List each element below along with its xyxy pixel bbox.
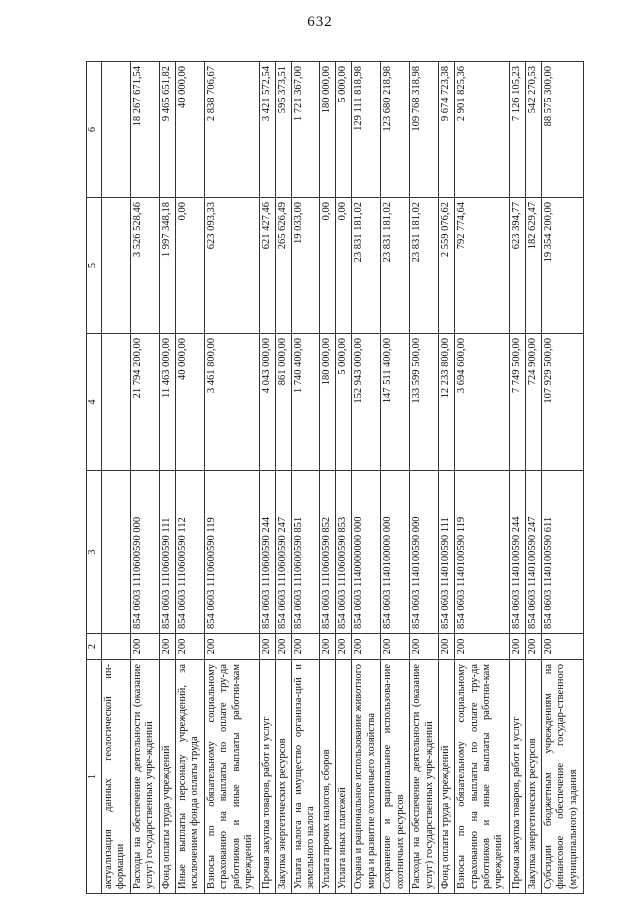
row-approved: 3 461 800,00 (204, 334, 259, 471)
row-line-code (102, 634, 131, 660)
row-approved: 152 943 000,00 (352, 334, 381, 471)
table-row (259, 62, 275, 894)
row-name: Закупка энергетических ресурсов (275, 660, 291, 894)
column-header: 1 (87, 660, 102, 894)
row-budget-code: 854 0603 1140100590 244 (509, 471, 525, 634)
row-name: Взносы по обязательному социальному страхованию на выплаты по оплате тру-да работников и иные выплаты работни-кам учреждений (204, 660, 259, 894)
table-row (275, 62, 291, 894)
row-name: Закупка энергетических ресурсов (526, 660, 542, 894)
row-line-code: 200 (320, 634, 336, 660)
header-row (87, 62, 102, 894)
row-name: актуализация данных геологической ин-формации (102, 660, 131, 894)
row-budget-code: 854 0603 1110600590 852 (320, 471, 336, 634)
row-unexecuted: 2 838 706,67 (204, 62, 259, 198)
row-name: Взносы по обязательному социальному страхованию на выплаты по оплате тру-да работников и иные выплаты работни-кам учреждений (455, 660, 510, 894)
table-row (410, 62, 439, 894)
row-unexecuted: 129 111 818,98 (352, 62, 381, 198)
row-executed: 0,00 (320, 198, 336, 334)
row-executed: 623 394,77 (509, 198, 525, 334)
row-approved: 4 043 000,00 (259, 334, 275, 471)
row-executed: 3 526 528,46 (130, 198, 159, 334)
row-approved: 133 599 500,00 (410, 334, 439, 471)
table-row (204, 62, 259, 894)
row-budget-code: 854 0603 1140100590 111 (439, 471, 455, 634)
row-name: Охрана и рациональное использование животного мира и развитие охотничьего хозяйства (352, 660, 381, 894)
row-line-code: 200 (175, 634, 204, 660)
row-approved: 3 694 600,00 (455, 334, 510, 471)
table-row (320, 62, 336, 894)
row-budget-code: 854 0603 1140100590 247 (526, 471, 542, 634)
table-row (291, 62, 320, 894)
row-unexecuted: 40 000,00 (175, 62, 204, 198)
row-executed: 1 997 348,18 (159, 198, 175, 334)
row-name: Уплата иных платежей (336, 660, 352, 894)
table-row (381, 62, 410, 894)
row-line-code: 200 (275, 634, 291, 660)
row-approved (102, 334, 131, 471)
row-line-code: 200 (204, 634, 259, 660)
page-number: 632 (307, 14, 333, 30)
row-unexecuted: 542 270,53 (526, 62, 542, 198)
row-approved: 147 511 400,00 (381, 334, 410, 471)
row-line-code: 200 (542, 634, 584, 660)
row-name: Расходы на обеспечение деятельности (оказание услуг) государственных учре-ждений (130, 660, 159, 894)
row-approved: 12 233 800,00 (439, 334, 455, 471)
row-name: Прочая закупка товаров, работ и услуг (509, 660, 525, 894)
row-line-code: 200 (509, 634, 525, 660)
row-unexecuted: 595 373,51 (275, 62, 291, 198)
row-unexecuted: 88 575 300,00 (542, 62, 584, 198)
row-executed: 19 033,00 (291, 198, 320, 334)
row-line-code: 200 (526, 634, 542, 660)
row-unexecuted: 2 901 825,36 (455, 62, 510, 198)
row-approved: 724 900,00 (526, 334, 542, 471)
row-budget-code: 854 0603 1110600590 851 (291, 471, 320, 634)
row-name: Сохранение и рациональное использова-ние охотничьих ресурсов (381, 660, 410, 894)
row-name: Расходы на обеспечение деятельности (оказание услуг) государственных учре-ждений (410, 660, 439, 894)
row-line-code: 200 (455, 634, 510, 660)
row-line-code: 200 (159, 634, 175, 660)
row-approved: 21 794 200,00 (130, 334, 159, 471)
row-line-code: 200 (410, 634, 439, 660)
row-name: Фонд оплаты труда учреждений (439, 660, 455, 894)
row-executed: 792 774,64 (455, 198, 510, 334)
row-unexecuted: 109 768 318,98 (410, 62, 439, 198)
row-executed: 23 831 181,02 (381, 198, 410, 334)
row-budget-code: 854 0603 1140100590 611 (542, 471, 584, 634)
row-executed: 621 427,46 (259, 198, 275, 334)
row-line-code: 200 (291, 634, 320, 660)
table-row (542, 62, 584, 894)
row-unexecuted: 7 126 105,23 (509, 62, 525, 198)
row-executed: 2 559 076,62 (439, 198, 455, 334)
column-header: 5 (87, 198, 102, 334)
row-budget-code: 854 0603 1110600590 119 (204, 471, 259, 634)
row-line-code: 200 (130, 634, 159, 660)
row-executed: 182 629,47 (526, 198, 542, 334)
row-executed: 0,00 (336, 198, 352, 334)
row-approved: 180 000,00 (320, 334, 336, 471)
row-unexecuted: 123 680 218,98 (381, 62, 410, 198)
row-name: Уплата налога на имущество организа-ций и земельного налога (291, 660, 320, 894)
budget-table (86, 61, 584, 894)
row-executed: 623 093,33 (204, 198, 259, 334)
row-unexecuted: 9 674 723,38 (439, 62, 455, 198)
row-line-code: 200 (381, 634, 410, 660)
column-header: 2 (87, 634, 102, 660)
table-row (102, 62, 131, 894)
row-budget-code (102, 471, 131, 634)
row-unexecuted: 18 267 671,54 (130, 62, 159, 198)
row-approved: 1 740 400,00 (291, 334, 320, 471)
table-row (509, 62, 525, 894)
row-budget-code: 854 0603 1110600590 853 (336, 471, 352, 634)
row-budget-code: 854 0603 1110600590 111 (159, 471, 175, 634)
row-unexecuted: 1 721 367,00 (291, 62, 320, 198)
table-row (130, 62, 159, 894)
row-approved: 40 000,00 (175, 334, 204, 471)
row-name: Иные выплаты персоналу учреждений, за исключением фонда оплаты труда (175, 660, 204, 894)
row-line-code: 200 (439, 634, 455, 660)
column-header: 4 (87, 334, 102, 471)
table-row (336, 62, 352, 894)
row-executed: 23 831 181,02 (352, 198, 381, 334)
column-header: 3 (87, 471, 102, 634)
row-line-code: 200 (336, 634, 352, 660)
column-header: 6 (87, 62, 102, 198)
table-row (439, 62, 455, 894)
row-budget-code: 854 0603 1140100000 000 (381, 471, 410, 634)
row-unexecuted: 3 421 572,54 (259, 62, 275, 198)
row-approved: 7 749 500,00 (509, 334, 525, 471)
row-budget-code: 854 0603 1110600590 244 (259, 471, 275, 634)
row-unexecuted: 5 000,00 (336, 62, 352, 198)
row-name: Уплата прочих налогов, сборов (320, 660, 336, 894)
row-approved: 107 929 500,00 (542, 334, 584, 471)
row-unexecuted: 180 000,00 (320, 62, 336, 198)
table-row (455, 62, 510, 894)
budget-table-rotated (86, 62, 584, 894)
row-approved: 861 000,00 (275, 334, 291, 471)
row-approved: 5 000,00 (336, 334, 352, 471)
row-unexecuted (102, 62, 131, 198)
row-budget-code: 854 0603 1140100590 000 (410, 471, 439, 634)
row-budget-code: 854 0603 1140000000 000 (352, 471, 381, 634)
row-line-code: 200 (352, 634, 381, 660)
row-executed: 265 626,49 (275, 198, 291, 334)
row-name: Прочая закупка товаров, работ и услуг (259, 660, 275, 894)
table-row (352, 62, 381, 894)
table-row (526, 62, 542, 894)
row-budget-code: 854 0603 1140100590 119 (455, 471, 510, 634)
row-executed (102, 198, 131, 334)
row-executed: 23 831 181,02 (410, 198, 439, 334)
row-budget-code: 854 0603 1110600590 247 (275, 471, 291, 634)
table-row (175, 62, 204, 894)
row-approved: 11 463 000,00 (159, 334, 175, 471)
row-executed: 19 354 200,00 (542, 198, 584, 334)
row-line-code: 200 (259, 634, 275, 660)
row-name: Субсидии бюджетным учреждениям на финансовое обеспечение государ-ственного (муниципального) задания (542, 660, 584, 894)
row-executed: 0,00 (175, 198, 204, 334)
table-row (159, 62, 175, 894)
row-unexecuted: 9 465 651,82 (159, 62, 175, 198)
row-budget-code: 854 0603 1110600590 112 (175, 471, 204, 634)
row-name: Фонд оплаты труда учреждений (159, 660, 175, 894)
row-budget-code: 854 0603 1110600590 000 (130, 471, 159, 634)
